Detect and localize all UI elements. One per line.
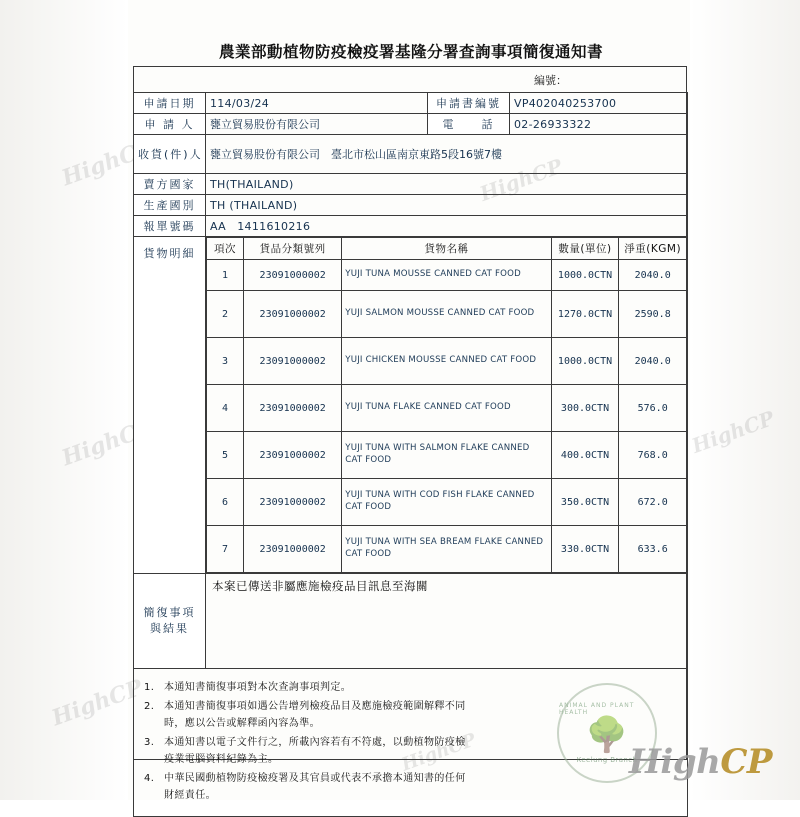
declaration-no-value: AA 1411610216 [206,216,688,237]
note-index: 3. [144,736,155,748]
goods-code: 23091000002 [244,260,342,291]
table-row [207,526,687,573]
goods-code: 23091000002 [244,338,342,385]
goods-code: 23091000002 [244,479,342,526]
goods-qty: 400.0CTN [551,432,619,479]
tree-seal-icon: 🌳 [585,715,629,755]
goods-name: YUJI SALMON MOUSSE CANNED CAT FOOD [342,291,551,338]
goods-no: 3 [207,338,244,385]
goods-qty: 350.0CTN [551,479,619,526]
goods-code: 23091000002 [244,385,342,432]
goods-name: YUJI CHICKEN MOUSSE CANNED CAT FOOD [342,338,551,385]
goods-name: YUJI TUNA MOUSSE CANNED CAT FOOD [342,260,551,291]
table-row [134,195,688,216]
goods-qty: 300.0CTN [551,385,619,432]
goods-header-code: 貨品分類號列 [244,238,342,260]
goods-qty: 1000.0CTN [551,338,619,385]
goods-no: 5 [207,432,244,479]
note-index: 2. [144,700,155,712]
goods-code: 23091000002 [244,291,342,338]
reply-content-cell [206,574,688,669]
consignee-label: 收貨(件)人 [134,135,206,174]
watermark: HighCP [398,729,479,776]
goods-no: 1 [207,260,244,291]
applicant-value: 甕立貿易股份有限公司 [206,114,428,135]
phone-label: 電 話 [428,114,510,135]
goods-header-no: 項次 [207,238,244,260]
list-item [144,698,474,733]
seal-top-text: ANIMAL AND PLANT HEALTH [559,702,635,716]
goods-weight: 633.6 [619,526,687,573]
note-index: 1. [144,682,155,693]
goods-no: 2 [207,291,244,338]
reply-label-line1: 簡復事項 [143,605,196,619]
goods-table [206,237,687,573]
goods-weight: 2590.8 [619,291,687,338]
note-text: 中華民國動植物防疫檢疫署及其官員或代表不承擔本通知書的任何財經責任。 [164,772,466,801]
goods-code: 23091000002 [244,432,342,479]
table-row [134,216,688,237]
table-row [134,93,688,114]
logo-part1: High [628,742,721,782]
note-text: 本通知書簡復事項對本次查詢事項判定。 [164,682,352,693]
goods-detail-row [134,237,688,574]
declaration-no-label: 報單號碼 [134,216,206,237]
goods-detail-label: 貨物明細 [134,237,206,574]
goods-header-name: 貨物名稱 [342,238,551,260]
table-row [134,135,688,174]
scan-edge-left [0,0,128,800]
table-row [134,114,688,135]
apply-no-label: 申請書編號 [428,93,510,114]
apply-date-value: 114/03/24 [206,93,428,114]
table-row [207,338,687,385]
phone-value: 02-26933322 [510,114,688,135]
goods-code: 23091000002 [244,526,342,573]
table-row [207,479,687,526]
table-row [207,260,687,291]
goods-header-row [207,238,687,260]
goods-no: 4 [207,385,244,432]
notes-row [134,669,688,817]
goods-weight: 672.0 [619,479,687,526]
apply-no-value: VP402040253700 [510,93,688,114]
goods-qty: 1000.0CTN [551,260,619,291]
notes-cell [134,669,688,817]
apply-date-label: 申請日期 [134,93,206,114]
reply-note: 本案已傳送非屬應施檢疫品目訊息至海關 [212,579,428,593]
goods-weight: 2040.0 [619,338,687,385]
note-text: 本通知書以電子文件行之，所載內容若有不符處，以動植物防疫檢疫業電腦資料紀錄為主。 [164,736,466,765]
watermark: HighCP [476,154,566,206]
goods-name: YUJI TUNA WITH SEA BREAM FLAKE CANNED CAT FOOD [342,526,551,573]
reply-label [134,574,206,669]
goods-header-qty: 數量(單位) [551,238,619,260]
reply-label-line2: 與結果 [150,622,189,635]
page-title: 農業部動植物防疫檢疫署基隆分署查詢事項簡復通知書 [218,43,603,61]
table-row [207,385,687,432]
goods-name: YUJI TUNA WITH SALMON FLAKE CANNED CAT FOOD [342,432,551,479]
goods-no: 7 [207,526,244,573]
goods-qty: 1270.0CTN [551,291,619,338]
goods-weight: 768.0 [619,432,687,479]
consignee-value: 甕立貿易股份有限公司 臺北市松山區南京東路5段16號7樓 [206,135,688,174]
reply-row [134,574,688,669]
list-item [144,734,474,769]
goods-name: YUJI TUNA WITH COD FISH FLAKE CANNED CAT FOOD [342,479,551,526]
goods-weight: 576.0 [619,385,687,432]
goods-weight: 2040.0 [619,260,687,291]
goods-qty: 330.0CTN [551,526,619,573]
serial-label: 編號： [534,74,567,87]
origin-country-label: 賣方國家 [134,174,206,195]
origin-country-value: TH(THAILAND) [206,174,688,195]
list-item [144,679,474,697]
notes-list [144,679,474,805]
table-row [207,432,687,479]
table-row [134,174,688,195]
goods-detail-cell [206,237,688,574]
seal-text: Keelung Branch [576,756,638,764]
note-index: 4. [144,772,155,784]
goods-name: YUJI TUNA FLAKE CANNED CAT FOOD [342,385,551,432]
table-row [207,291,687,338]
goods-no: 6 [207,479,244,526]
highcp-logo [629,742,772,782]
note-text: 本通知書簡復事項如遇公告增列檢疫品目及應施檢疫範圍解釋不同時，應以公告或解釋函內容為準。 [164,700,466,729]
production-country-label: 生產國別 [134,195,206,216]
list-item [144,770,474,805]
logo-part2: CP [720,742,772,782]
production-country-value: TH (THAILAND) [206,195,688,216]
applicant-label: 申 請 人 [134,114,206,135]
goods-header-weight: 淨重(KGM) [619,238,687,260]
scan-edge-right [690,0,800,800]
main-table [133,92,688,817]
